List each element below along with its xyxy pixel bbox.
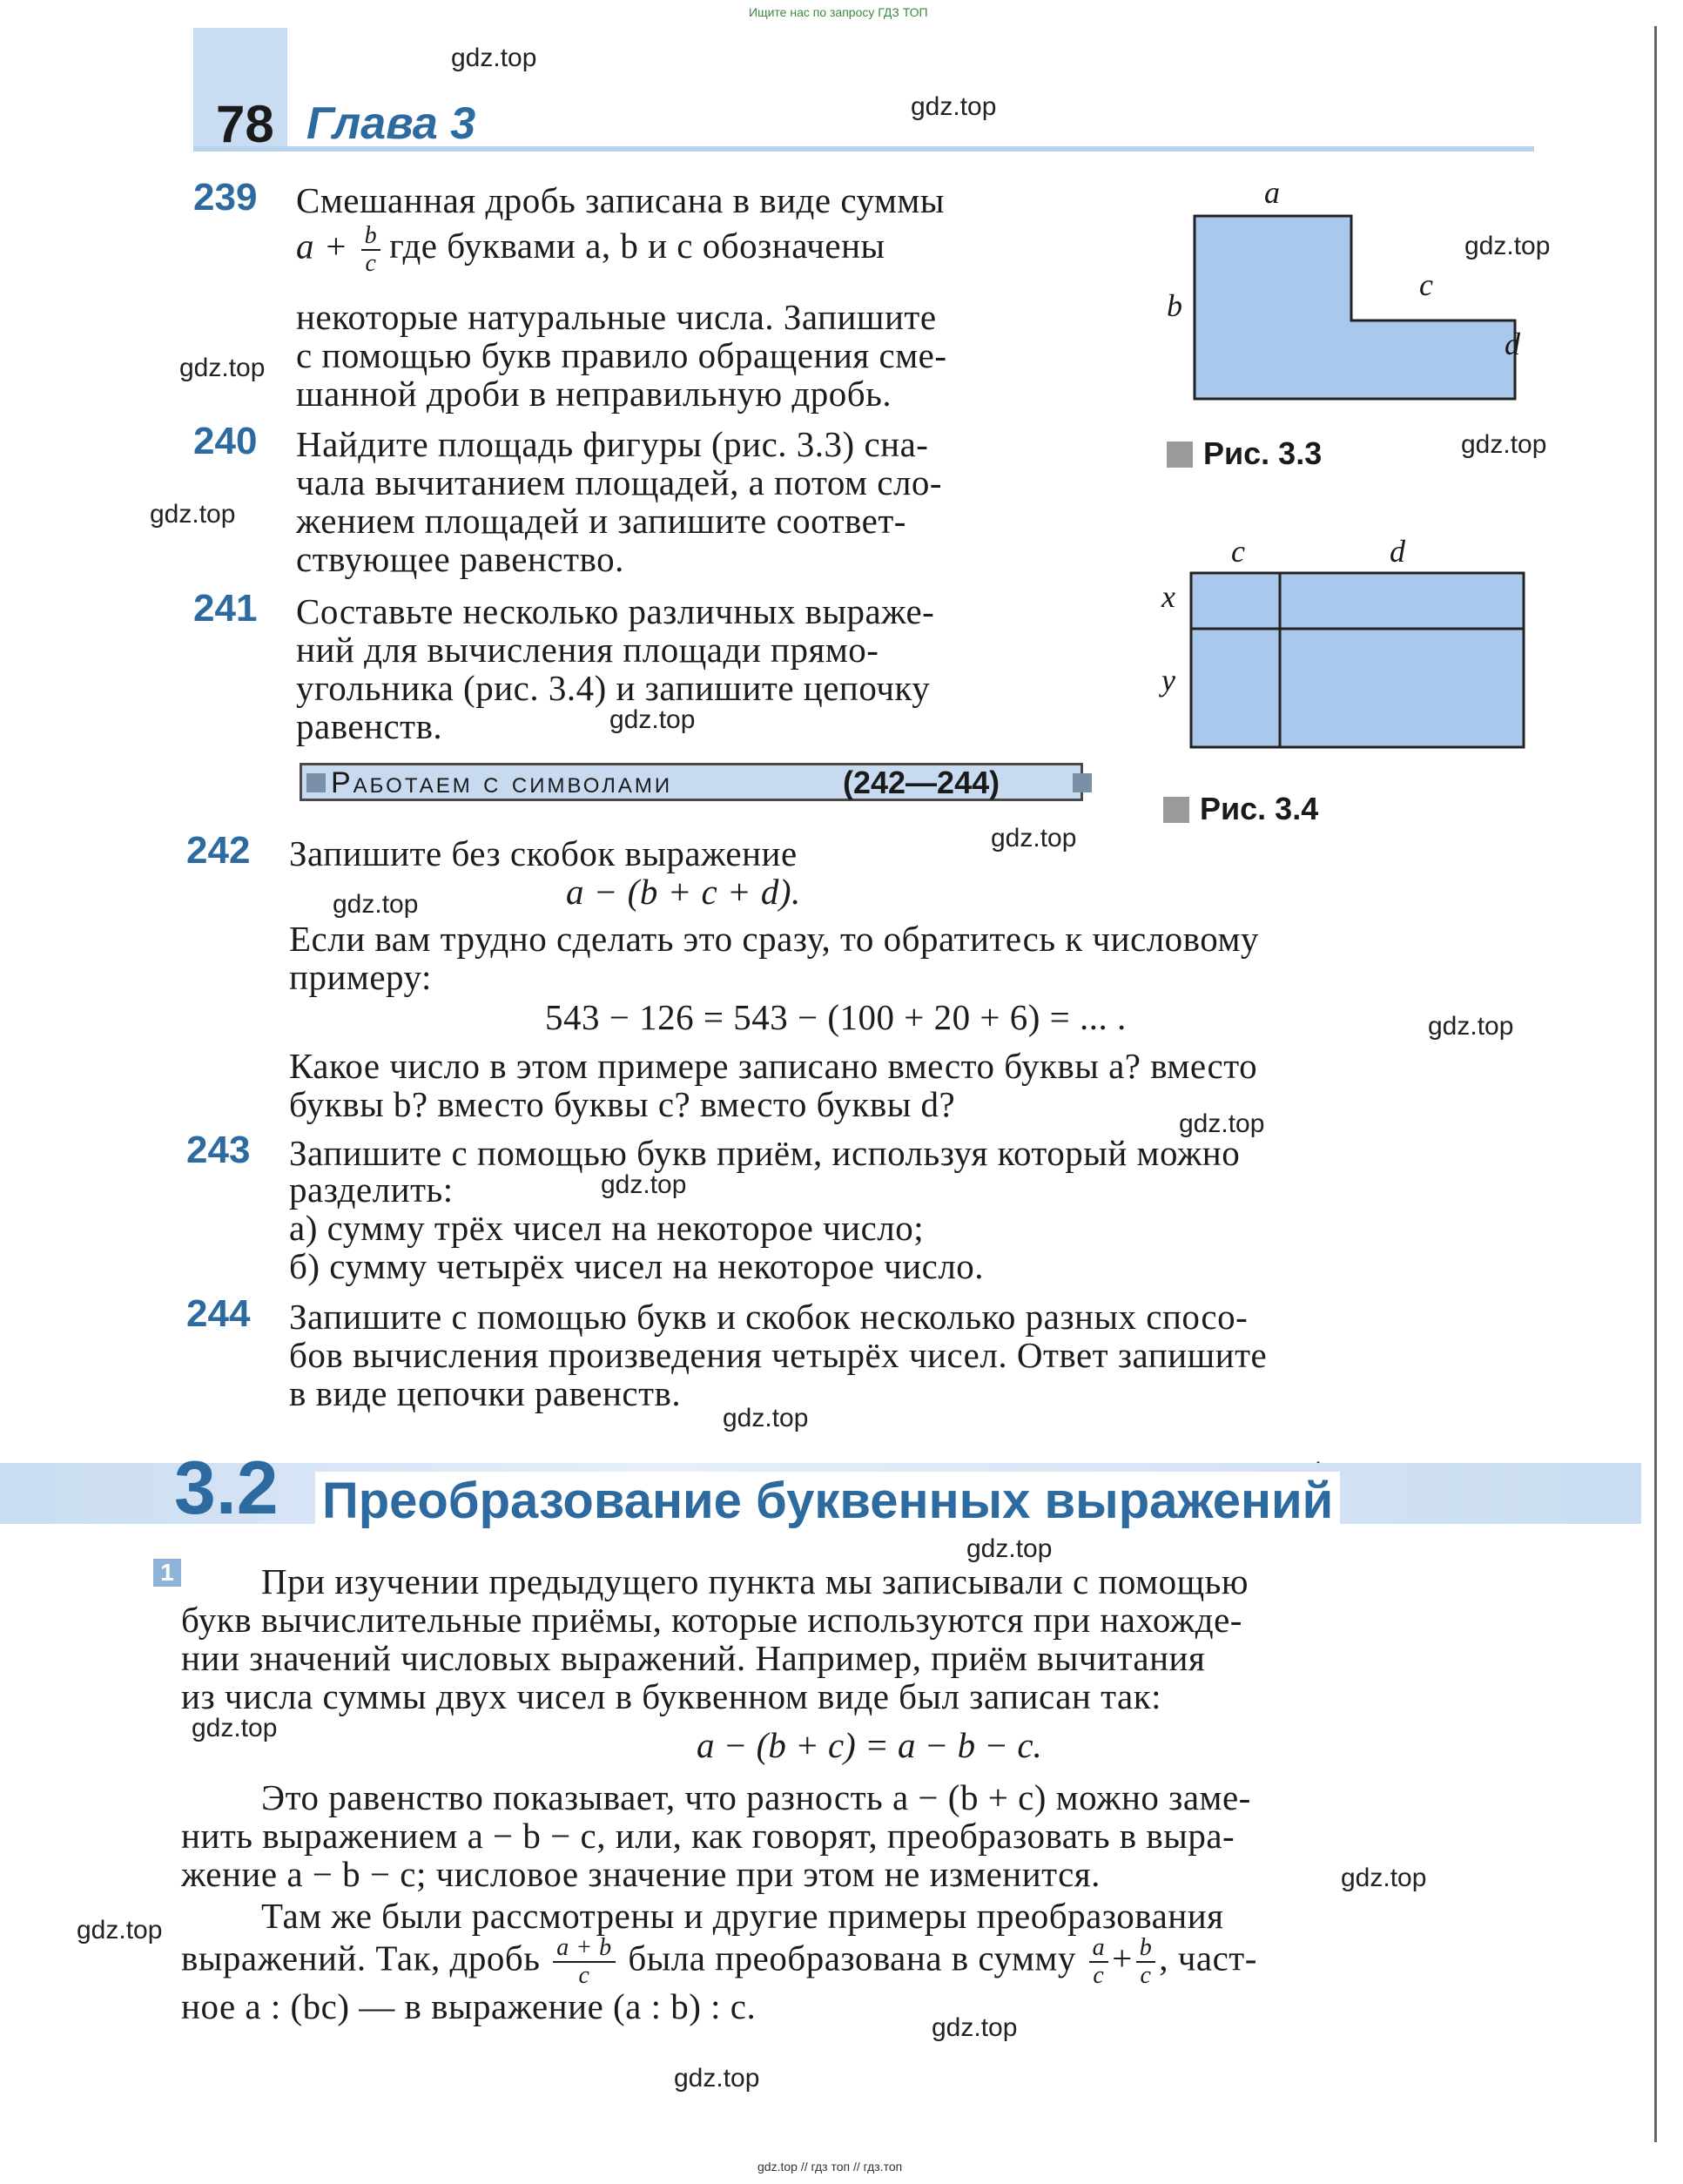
- problem-number-239: 239: [193, 176, 258, 219]
- watermark-top: Ищите нас по запросу ГДЗ ТОП: [749, 5, 928, 19]
- banner-left-square: [306, 773, 326, 792]
- fraction-denominator: c: [578, 1962, 590, 1989]
- watermark-site: gdz.top: [674, 2064, 760, 2093]
- fraction-b-over-c: [1136, 1935, 1156, 1989]
- section-para1-line: нии значений числовых выражений. Например, приём вычитания: [181, 1638, 1206, 1678]
- section-para2-line: жение a − b − c; числовое значение при этом не изменится.: [181, 1854, 1101, 1894]
- problem-243-line: Запишите с помощью букв приём, используя который можно: [289, 1133, 1241, 1173]
- problem-242-line: буквы b? вместо буквы c? вместо буквы d?: [289, 1084, 956, 1124]
- problem-239-expression: [296, 223, 885, 277]
- fraction-numerator: b: [1136, 1935, 1156, 1963]
- watermark-bottom: gdz.top // гдз топ // гдз.топ: [757, 2160, 903, 2174]
- banner-range: (242—244): [843, 765, 1000, 800]
- section-number: 3.2: [174, 1446, 279, 1530]
- problem-number-243: 243: [186, 1129, 251, 1171]
- chapter-title: Глава 3: [306, 98, 476, 149]
- problem-241-line: ний для вычисления площади прямо-: [296, 630, 879, 670]
- watermark-site: gdz.top: [723, 1404, 809, 1432]
- problem-number-240: 240: [193, 420, 258, 462]
- expr-a: a +: [296, 226, 348, 266]
- figure-3-4: [1167, 557, 1532, 758]
- fig34-caption-text: Рис. 3.4: [1200, 791, 1319, 826]
- para3-text-c: , част-: [1159, 1938, 1257, 1978]
- watermark-site: gdz.top: [1464, 232, 1551, 260]
- watermark-site: gdz.top: [966, 1534, 1053, 1563]
- problem-244-line: бов вычисления произведения четырёх чисел. Ответ запишите: [289, 1335, 1268, 1375]
- para3-text-b: была преобразована в сумму: [628, 1938, 1076, 1978]
- watermark-site: gdz.top: [609, 705, 696, 734]
- fig34-label-c: c: [1231, 534, 1245, 569]
- section-formula: a − (b + c) = a − b − c.: [697, 1725, 1042, 1765]
- problem-243-line: разделить:: [289, 1170, 454, 1210]
- watermark-site: gdz.top: [179, 354, 266, 382]
- problem-number-244: 244: [186, 1292, 251, 1335]
- fig33-label-c: c: [1419, 267, 1433, 302]
- watermark-site: gdz.top: [932, 2013, 1018, 2042]
- fig34-label-x: x: [1161, 579, 1175, 614]
- fraction-a-over-c: [1089, 1935, 1109, 1989]
- problem-241-line: угольника (рис. 3.4) и запишите цепочку: [296, 668, 931, 708]
- right-edge-line: [1654, 26, 1657, 2142]
- fig33-label-b: b: [1167, 288, 1182, 323]
- problem-239-line: с помощью букв правило обращения сме-: [296, 335, 947, 375]
- fraction-numerator: a: [1089, 1935, 1109, 1963]
- problem-242-line: Какое число в этом примере записано вместо буквы a? вместо: [289, 1046, 1258, 1086]
- section-para1-line: букв вычислительные приёмы, которые используются при нахожде-: [181, 1600, 1242, 1640]
- problem-239-line: Смешанная дробь записана в виде суммы: [296, 180, 945, 220]
- fraction-b-over-c: [361, 223, 381, 277]
- problem-243-line: а) сумму трёх чисел на некоторое число;: [289, 1208, 925, 1248]
- para3-text-a: выражений. Так, дробь: [181, 1938, 541, 1978]
- fraction-numerator: a + b: [553, 1935, 615, 1963]
- watermark-site: gdz.top: [192, 1714, 278, 1742]
- problem-240-line: ствующее равенство.: [296, 539, 624, 579]
- watermark-site: gdz.top: [1428, 1012, 1514, 1041]
- fraction-denominator: c: [1093, 1962, 1105, 1989]
- section-para2-line: нить выражением a − b − c, или, как говорят, преобразовать в выра-: [181, 1816, 1235, 1856]
- section-para1-line: из числа суммы двух чисел в буквенном виде был записан так:: [181, 1676, 1162, 1716]
- banner-text: Работаем с символами: [331, 766, 673, 799]
- watermark-site: gdz.top: [1179, 1109, 1265, 1138]
- caption-marker: [1167, 442, 1193, 468]
- section-para1-line: При изучении предыдущего пункта мы записывали с помощью: [261, 1561, 1249, 1601]
- problem-number-242: 242: [186, 829, 251, 872]
- fig34-caption: [1163, 791, 1318, 827]
- problem-239-line: где буквами a, b и c обозначены: [389, 226, 885, 266]
- problem-244-line: в виде цепочки равенств.: [289, 1373, 682, 1413]
- problem-240-line: Найдите площадь фигуры (рис. 3.3) сна-: [296, 424, 929, 464]
- watermark-site: gdz.top: [150, 500, 236, 529]
- section-title: Преобразование буквенных выражений: [315, 1472, 1340, 1530]
- problem-239-line: некоторые натуральные числа. Запишите: [296, 297, 937, 337]
- plus-sign: +: [1112, 1938, 1133, 1978]
- problem-241-line: равенств.: [296, 706, 443, 746]
- watermark-site: gdz.top: [1341, 1864, 1427, 1892]
- problem-242-line: примеру:: [289, 957, 432, 997]
- fig33-label-a: a: [1264, 175, 1280, 210]
- problem-239-line: шанной дроби в неправильную дробь.: [296, 374, 892, 414]
- watermark-site: gdz.top: [451, 44, 537, 72]
- watermark-site: gdz.top: [333, 890, 419, 919]
- problem-242-line: Если вам трудно сделать это сразу, то обратитесь к числовому: [289, 919, 1259, 959]
- section-para3-line2: [181, 1935, 1257, 1989]
- watermark-site: gdz.top: [77, 1916, 163, 1945]
- fig33-caption: [1167, 435, 1322, 472]
- figure-3-3: [1167, 192, 1532, 418]
- fig33-caption-text: Рис. 3.3: [1203, 435, 1323, 471]
- problem-242-numeric-example: 543 − 126 = 543 − (100 + 20 + 6) = ... .: [545, 997, 1127, 1037]
- fraction-denominator: c: [365, 250, 377, 277]
- problem-240-line: жением площадей и запишите соответ-: [296, 501, 906, 541]
- watermark-site: gdz.top: [911, 92, 997, 121]
- section-para3-line: Там же были рассмотрены и другие примеры преобразования: [261, 1896, 1224, 1936]
- watermark-site: gdz.top: [1461, 430, 1547, 459]
- fig34-label-d: d: [1390, 534, 1405, 569]
- l-shape-figure: [1195, 216, 1515, 399]
- problem-242-expression: a − (b + c + d).: [566, 872, 801, 912]
- problem-244-line: Запишите с помощью букв и скобок несколько разных спосо-: [289, 1297, 1249, 1337]
- problem-number-241: 241: [193, 587, 258, 630]
- fraction-numerator: b: [361, 223, 381, 251]
- banner-right-square: [1073, 773, 1092, 792]
- section-para2-line: Это равенство показывает, что разность a − (b + c) можно заме-: [261, 1777, 1251, 1817]
- problem-243-line: б) сумму четырёх чисел на некоторое число.: [289, 1246, 985, 1286]
- watermark-site: gdz.top: [991, 824, 1077, 853]
- problem-242-line: Запишите без скобок выражение: [289, 833, 798, 873]
- fig34-label-y: y: [1161, 663, 1175, 698]
- section-marker: 1: [153, 1559, 181, 1587]
- section-para3-line: ное a : (bc) — в выражение (a : b) : c.: [181, 1986, 757, 2026]
- watermark-site: gdz.top: [601, 1170, 687, 1199]
- rectangle-figure: [1191, 573, 1524, 747]
- caption-marker: [1163, 797, 1189, 823]
- problem-241-line: Составьте несколько различных выраже-: [296, 591, 935, 631]
- fig33-label-d: d: [1505, 327, 1520, 361]
- fraction-a-plus-b-over-c: [553, 1935, 615, 1989]
- page-number: 78: [216, 95, 274, 153]
- problem-240-line: чала вычитанием площадей, а потом сло-: [296, 462, 943, 502]
- fraction-denominator: c: [1140, 1962, 1152, 1989]
